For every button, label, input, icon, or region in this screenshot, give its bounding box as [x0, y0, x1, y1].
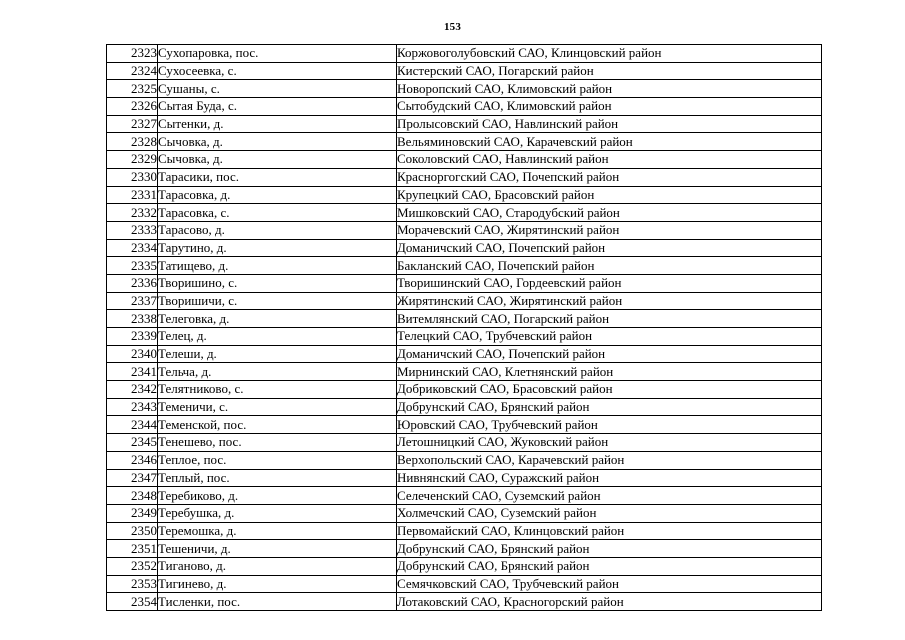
row-number-cell: 2339 — [107, 328, 158, 346]
settlement-cell: Тарутино, д. — [158, 239, 397, 257]
district-cell: Летошницкий САО, Жуковский район — [397, 434, 822, 452]
row-number-cell: 2345 — [107, 434, 158, 452]
district-cell: Холмечский САО, Суземский район — [397, 504, 822, 522]
settlement-cell: Тельча, д. — [158, 363, 397, 381]
settlement-cell: Теплый, пос. — [158, 469, 397, 487]
row-number-cell: 2353 — [107, 575, 158, 593]
settlement-cell: Тешеничи, д. — [158, 540, 397, 558]
table-row — [107, 186, 822, 204]
settlement-cell: Тенешево, пос. — [158, 434, 397, 452]
table-row — [107, 133, 822, 151]
settlement-cell: Тарасовка, д. — [158, 186, 397, 204]
row-number-cell: 2337 — [107, 292, 158, 310]
settlement-cell: Тиганово, д. — [158, 557, 397, 575]
row-number-cell: 2333 — [107, 221, 158, 239]
settlement-cell: Сытенки, д. — [158, 115, 397, 133]
row-number-cell: 2347 — [107, 469, 158, 487]
settlement-cell: Теменской, пос. — [158, 416, 397, 434]
row-number-cell: 2334 — [107, 239, 158, 257]
district-cell: Мишковский САО, Стародубский район — [397, 204, 822, 222]
district-cell: Добрунский САО, Брянский район — [397, 557, 822, 575]
table-row — [107, 98, 822, 116]
settlement-cell: Тарасово, д. — [158, 221, 397, 239]
row-number-cell: 2331 — [107, 186, 158, 204]
district-cell: Пролысовский САО, Навлинский район — [397, 115, 822, 133]
row-number-cell: 2329 — [107, 151, 158, 169]
table-row — [107, 593, 822, 611]
row-number-cell: 2346 — [107, 451, 158, 469]
table-row — [107, 328, 822, 346]
settlement-cell: Творишино, с. — [158, 274, 397, 292]
settlement-cell: Телеговка, д. — [158, 310, 397, 328]
table-row — [107, 274, 822, 292]
settlement-cell: Сушаны, с. — [158, 80, 397, 98]
settlement-cell: Тигинево, д. — [158, 575, 397, 593]
settlement-cell: Теплое, пос. — [158, 451, 397, 469]
table-row — [107, 292, 822, 310]
table-row — [107, 45, 822, 63]
district-cell: Коржовоголубовский САО, Клинцовский район — [397, 45, 822, 63]
settlement-cell: Сухосеевка, с. — [158, 62, 397, 80]
district-cell: Доманичский САО, Почепский район — [397, 345, 822, 363]
table-row — [107, 451, 822, 469]
table-body — [107, 45, 822, 611]
row-number-cell: 2340 — [107, 345, 158, 363]
row-number-cell: 2344 — [107, 416, 158, 434]
settlement-cell: Телятниково, с. — [158, 381, 397, 399]
district-cell: Сытобудский САО, Климовский район — [397, 98, 822, 116]
settlement-cell: Сухопаровка, пос. — [158, 45, 397, 63]
row-number-cell: 2348 — [107, 487, 158, 505]
district-cell: Добрунский САО, Брянский район — [397, 398, 822, 416]
settlement-cell: Теменичи, с. — [158, 398, 397, 416]
table-row — [107, 221, 822, 239]
table-row — [107, 62, 822, 80]
district-cell: Бакланский САО, Почепский район — [397, 257, 822, 275]
district-cell: Красноргогский САО, Почепский район — [397, 168, 822, 186]
settlement-cell: Теребиково, д. — [158, 487, 397, 505]
settlement-cell: Тарасовка, с. — [158, 204, 397, 222]
district-cell: Первомайский САО, Клинцовский район — [397, 522, 822, 540]
settlement-cell: Теребушка, д. — [158, 504, 397, 522]
settlement-cell: Телеши, д. — [158, 345, 397, 363]
district-cell: Лотаковский САО, Красногорский район — [397, 593, 822, 611]
table-row — [107, 416, 822, 434]
row-number-cell: 2341 — [107, 363, 158, 381]
district-cell: Творишинский САО, Гордеевский район — [397, 274, 822, 292]
district-cell: Добрунский САО, Брянский район — [397, 540, 822, 558]
table-row — [107, 487, 822, 505]
table-row — [107, 115, 822, 133]
table-row — [107, 151, 822, 169]
settlement-cell: Сычовка, д. — [158, 151, 397, 169]
district-cell: Кистерский САО, Погарский район — [397, 62, 822, 80]
district-cell: Морачевский САО, Жирятинский район — [397, 221, 822, 239]
district-cell: Телецкий САО, Трубчевский район — [397, 328, 822, 346]
row-number-cell: 2349 — [107, 504, 158, 522]
row-number-cell: 2330 — [107, 168, 158, 186]
settlement-cell: Татищево, д. — [158, 257, 397, 275]
table-row — [107, 80, 822, 98]
table-row — [107, 204, 822, 222]
row-number-cell: 2352 — [107, 557, 158, 575]
row-number-cell: 2343 — [107, 398, 158, 416]
table-row — [107, 310, 822, 328]
table-row — [107, 469, 822, 487]
row-number-cell: 2338 — [107, 310, 158, 328]
district-cell: Семячковский САО, Трубчевский район — [397, 575, 822, 593]
page-number: 153 — [443, 21, 462, 33]
row-number-cell: 2351 — [107, 540, 158, 558]
table-row — [107, 557, 822, 575]
row-number-cell: 2325 — [107, 80, 158, 98]
row-number-cell: 2342 — [107, 381, 158, 399]
district-cell: Селеченский САО, Суземский район — [397, 487, 822, 505]
settlement-cell: Тарасики, пос. — [158, 168, 397, 186]
table-row — [107, 504, 822, 522]
row-number-cell: 2323 — [107, 45, 158, 63]
table-row — [107, 345, 822, 363]
district-cell: Витемлянский САО, Погарский район — [397, 310, 822, 328]
settlement-cell: Телец, д. — [158, 328, 397, 346]
row-number-cell: 2332 — [107, 204, 158, 222]
row-number-cell: 2328 — [107, 133, 158, 151]
settlement-cell: Сычовка, д. — [158, 133, 397, 151]
table-row — [107, 168, 822, 186]
district-cell: Нивнянский САО, Суражский район — [397, 469, 822, 487]
settlements-table — [106, 44, 822, 611]
settlement-cell: Теремошка, д. — [158, 522, 397, 540]
row-number-cell: 2326 — [107, 98, 158, 116]
table-row — [107, 522, 822, 540]
district-cell: Доманичский САО, Почепский район — [397, 239, 822, 257]
table-row — [107, 434, 822, 452]
district-cell: Мирнинский САО, Клетнянский район — [397, 363, 822, 381]
table-row — [107, 257, 822, 275]
district-cell: Соколовский САО, Навлинский район — [397, 151, 822, 169]
table-row — [107, 381, 822, 399]
table-row — [107, 363, 822, 381]
table-row — [107, 540, 822, 558]
row-number-cell: 2335 — [107, 257, 158, 275]
row-number-cell: 2336 — [107, 274, 158, 292]
district-cell: Жирятинский САО, Жирятинский район — [397, 292, 822, 310]
row-number-cell: 2324 — [107, 62, 158, 80]
row-number-cell: 2354 — [107, 593, 158, 611]
settlement-cell: Тисленки, пос. — [158, 593, 397, 611]
table-row — [107, 398, 822, 416]
district-cell: Крупецкий САО, Брасовский район — [397, 186, 822, 204]
settlement-cell: Творишичи, с. — [158, 292, 397, 310]
row-number-cell: 2327 — [107, 115, 158, 133]
table-row — [107, 239, 822, 257]
district-cell: Новоропский САО, Климовский район — [397, 80, 822, 98]
row-number-cell: 2350 — [107, 522, 158, 540]
district-cell: Добриковский САО, Брасовский район — [397, 381, 822, 399]
settlement-cell: Сытая Буда, с. — [158, 98, 397, 116]
district-cell: Верхопольский САО, Карачевский район — [397, 451, 822, 469]
district-cell: Юровский САО, Трубчевский район — [397, 416, 822, 434]
table-row — [107, 575, 822, 593]
district-cell: Вельяминовский САО, Карачевский район — [397, 133, 822, 151]
